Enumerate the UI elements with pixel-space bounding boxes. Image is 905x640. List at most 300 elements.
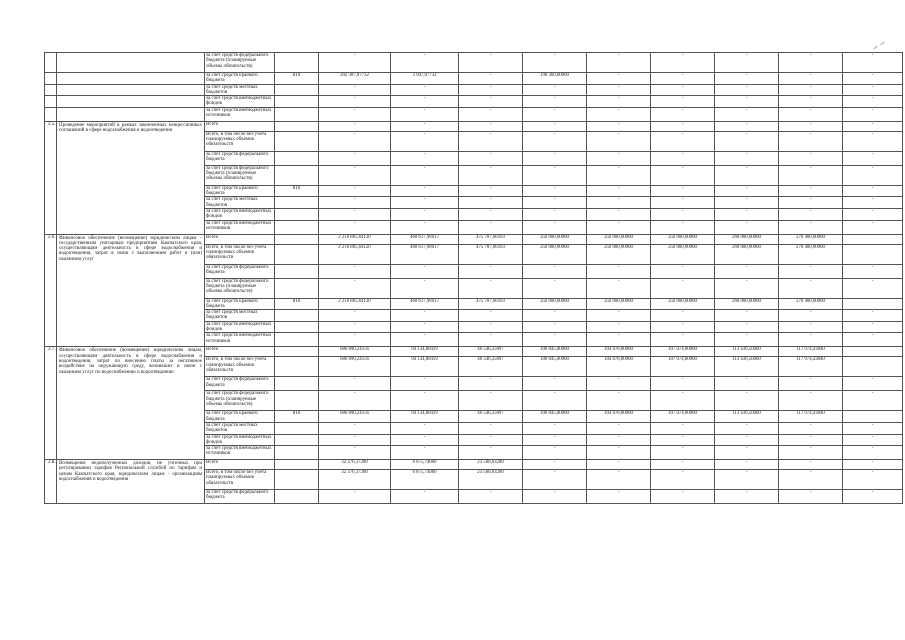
scan-mark [880, 42, 885, 46]
value-cell: - [651, 121, 715, 131]
value-cell: - [587, 460, 651, 470]
value-cell [843, 244, 903, 264]
program-funding-table [44, 52, 903, 504]
value-cell: - [651, 220, 715, 234]
table-row [45, 53, 903, 73]
value-cell: - [843, 151, 903, 165]
value-cell: 32 376,37200 [319, 470, 391, 490]
value-cell: 23 500,63200 [459, 470, 523, 490]
value-cell: - [459, 220, 523, 234]
source-label: Всего [205, 234, 275, 244]
value-cell: - [587, 53, 651, 73]
value-cell: - [843, 73, 903, 85]
table-row [45, 460, 903, 470]
value-cell: - [391, 391, 459, 411]
value-cell: - [587, 470, 651, 490]
value-cell: - [843, 470, 903, 490]
value-cell: - [715, 165, 779, 185]
value-cell: - [651, 185, 715, 197]
value-cell: - [459, 278, 523, 298]
value-cell: - [587, 107, 651, 121]
value-cell: - [391, 121, 459, 131]
source-label: за счет средств внебюджетных фондов [205, 321, 275, 333]
value-cell: 104 878,80000 [587, 347, 651, 357]
value-cell: - [459, 490, 523, 504]
value-cell: - [523, 377, 587, 391]
source-label: за счет средств внебюджетных фондов [205, 96, 275, 108]
value-cell: - [651, 460, 715, 470]
value-cell: 94 134,80419 [391, 411, 459, 423]
value-cell: - [391, 321, 459, 333]
value-cell: 2 216 805,64120 [319, 298, 391, 310]
value-cell: - [715, 310, 779, 322]
value-cell: - [391, 446, 459, 460]
value-cell: - [651, 208, 715, 220]
value-cell: - [523, 278, 587, 298]
value-cell: - [843, 391, 903, 411]
source-label: Всего, в том числе без учета планируемых объемов обязательств [205, 131, 275, 151]
value-cell: - [843, 490, 903, 504]
value-cell: - [391, 422, 459, 434]
value-cell: - [391, 310, 459, 322]
source-label: за счет средств внебюджетных источников [205, 333, 275, 347]
value-cell [843, 298, 903, 310]
value-cell: - [319, 96, 391, 108]
source-label: за счет средств местных бюджетов [205, 422, 275, 434]
value-cell: 475 787,66103 [459, 234, 523, 244]
activity-name: Финансовое обеспечение (возмещение) юридическим лицам, осуществляющим деятельность в сфере водоснабжения и водоотведения, затрат по внесению платы за негативное воздействие на окружающую среду, возникших в связи с оказанием услуг по водоснабжению и водоотведению [57, 347, 205, 460]
value-cell: - [587, 391, 651, 411]
value-cell: 108 845,00000 [523, 347, 587, 357]
source-label: за счет средств внебюджетных источников [205, 107, 275, 121]
value-cell: - [843, 208, 903, 220]
value-cell: - [651, 53, 715, 73]
value-cell: - [651, 422, 715, 434]
value-cell: - [779, 321, 843, 333]
value-cell: - [391, 197, 459, 209]
value-cell: - [843, 310, 903, 322]
value-cell: - [715, 84, 779, 96]
value-cell: - [715, 131, 779, 151]
value-cell: - [587, 264, 651, 278]
value-cell: - [651, 197, 715, 209]
value-cell: - [651, 490, 715, 504]
value-cell: 686 890,24156 [319, 357, 391, 377]
source-label: за счет средств внебюджетных источников [205, 446, 275, 460]
value-cell: - [843, 185, 903, 197]
row-number: 2.6. [45, 234, 57, 347]
value-cell: - [651, 391, 715, 411]
source-label: за счет средств федерального бюджета (планируемые объемы обязательств) [205, 278, 275, 298]
value-cell: - [523, 446, 587, 460]
value-cell: 250 000,00000 [523, 298, 587, 310]
source-label: за счет средств федерального бюджета (планируемые объемы обязательств) [205, 391, 275, 411]
value-cell: - [391, 185, 459, 197]
value-cell: - [523, 107, 587, 121]
value-cell: - [779, 197, 843, 209]
value-cell: - [459, 321, 523, 333]
value-cell: - [319, 220, 391, 234]
value-cell: - [523, 96, 587, 108]
value-cell: - [523, 422, 587, 434]
value-cell: - [715, 197, 779, 209]
value-cell: - [715, 121, 779, 131]
value-cell: - [391, 84, 459, 96]
source-label: за счет средств местных бюджетов [205, 84, 275, 96]
value-cell: - [843, 197, 903, 209]
value-cell: 250 000,00000 [587, 298, 651, 310]
value-cell: 46 546,25897 [459, 357, 523, 377]
value-cell: - [391, 333, 459, 347]
value-cell: - [843, 333, 903, 347]
value-cell: - [319, 422, 391, 434]
value-cell: 202 307,87732 [319, 73, 391, 85]
value-cell: 250 000,00000 [587, 234, 651, 244]
value-cell: 260 000,00000 [715, 298, 779, 310]
value-cell: - [459, 53, 523, 73]
value-cell: - [319, 197, 391, 209]
value-cell: 108 845,00000 [523, 357, 587, 377]
value-cell: - [843, 107, 903, 121]
value-cell: - [651, 310, 715, 322]
value-cell: - [459, 185, 523, 197]
source-label: за счет средств местных бюджетов [205, 310, 275, 322]
source-label: Всего [205, 121, 275, 131]
value-cell: - [587, 84, 651, 96]
value-cell: - [779, 107, 843, 121]
value-cell: 198 360,00000 [523, 73, 587, 85]
value-cell: - [651, 96, 715, 108]
value-cell: - [459, 84, 523, 96]
scan-mark [873, 46, 878, 50]
code-cell: 810 [275, 73, 319, 85]
source-label: за счет средств федерального бюджета (планируемые объемы обязательств) [205, 165, 275, 185]
activity-name: Финансовое обеспечение (возмещение) юридическим лицам – государственным унитарным предприятиям Камчатского края, осуществляющим деятельность в сфере водоснабжения и водоотведения, затрат в связи с выполнением работ и (или) оказанием услуг [57, 234, 205, 347]
value-cell: - [587, 278, 651, 298]
value-cell: 270 400,00000 [779, 244, 843, 264]
value-cell: - [779, 333, 843, 347]
source-label: за счет средств местных бюджетов [205, 197, 275, 209]
value-cell: - [779, 220, 843, 234]
table-row [45, 121, 903, 131]
value-cell: - [843, 220, 903, 234]
value-cell: - [587, 333, 651, 347]
value-cell: 117 974,43840 [779, 347, 843, 357]
value-cell: 250 000,00000 [651, 298, 715, 310]
value-cell: - [715, 278, 779, 298]
value-cell: - [319, 333, 391, 347]
source-label: за счет средств федерального бюджета [205, 151, 275, 165]
value-cell: 94 134,80419 [391, 347, 459, 357]
value-cell: 686 890,24156 [319, 411, 391, 423]
value-cell: - [651, 165, 715, 185]
row-number: 2.8. [45, 460, 57, 504]
value-cell: 460 617,98017 [391, 244, 459, 264]
value-cell: - [319, 107, 391, 121]
value-cell: - [587, 377, 651, 391]
value-cell: - [651, 131, 715, 151]
value-cell: - [523, 310, 587, 322]
value-cell: - [779, 434, 843, 446]
value-cell: - [843, 121, 903, 131]
value-cell: - [715, 208, 779, 220]
value-cell: - [523, 185, 587, 197]
value-cell: - [391, 377, 459, 391]
value-cell: - [459, 422, 523, 434]
value-cell: - [523, 121, 587, 131]
value-cell: - [523, 264, 587, 278]
source-label: за счет средств федерального бюджета [205, 377, 275, 391]
value-cell: - [391, 53, 459, 73]
value-cell: - [523, 490, 587, 504]
value-cell: - [651, 434, 715, 446]
value-cell: - [587, 73, 651, 85]
value-cell: - [391, 490, 459, 504]
activity-name: Возмещение недополученных доходов, не учтенных при регулировании тарифов Региональной службой по тарифам и ценам Камчатского края, юридическим лицам - организациям водоснабжения и водоотведения [57, 460, 205, 504]
value-cell: - [523, 321, 587, 333]
value-cell: - [715, 377, 779, 391]
value-cell: - [391, 151, 459, 165]
value-cell: - [319, 434, 391, 446]
source-label: за счет средств федерального бюджета (планируемые объемы обязательств) [205, 53, 275, 73]
value-cell: - [715, 490, 779, 504]
value-cell: - [319, 391, 391, 411]
value-cell: - [651, 470, 715, 490]
value-cell: - [779, 460, 843, 470]
value-cell: - [319, 310, 391, 322]
value-cell: - [779, 391, 843, 411]
code-cell: 810 [275, 185, 319, 197]
value-cell: - [319, 208, 391, 220]
value-cell: - [715, 446, 779, 460]
value-cell: - [715, 321, 779, 333]
value-cell: 250 000,00000 [651, 234, 715, 244]
value-cell: - [523, 220, 587, 234]
value-cell: 46 546,25897 [459, 411, 523, 423]
source-label: за счет средств федерального бюджета [205, 264, 275, 278]
value-cell: - [651, 446, 715, 460]
source-label: Всего [205, 347, 275, 357]
value-cell: - [587, 310, 651, 322]
value-cell: 460 617,98017 [391, 234, 459, 244]
value-cell: - [587, 185, 651, 197]
value-cell: - [843, 84, 903, 96]
value-cell: - [779, 165, 843, 185]
table-row [45, 84, 903, 96]
value-cell: 104 878,80000 [587, 357, 651, 377]
value-cell: 117 974,43840 [779, 411, 843, 423]
value-cell: 2 216 805,64120 [319, 234, 391, 244]
value-cell: - [459, 151, 523, 165]
value-cell: 260 000,00000 [715, 234, 779, 244]
value-cell: - [319, 53, 391, 73]
value-cell: 475 787,66103 [459, 244, 523, 264]
value-cell: 475 787,66103 [459, 298, 523, 310]
value-cell: - [587, 220, 651, 234]
value-cell: - [523, 84, 587, 96]
value-cell: - [459, 310, 523, 322]
value-cell: - [651, 264, 715, 278]
value-cell: - [319, 278, 391, 298]
value-cell: - [843, 422, 903, 434]
value-cell: 46 546,25897 [459, 347, 523, 357]
value-cell: - [459, 96, 523, 108]
value-cell: - [843, 446, 903, 460]
value-cell: - [391, 434, 459, 446]
value-cell: 23 500,63200 [459, 460, 523, 470]
value-cell: - [715, 422, 779, 434]
value-cell: - [587, 151, 651, 165]
value-cell: 104 878,80000 [587, 411, 651, 423]
value-cell: 250 000,00000 [523, 244, 587, 264]
value-cell: - [843, 96, 903, 108]
source-label: Всего, в том числе без учета планируемых объемов обязательств [205, 357, 275, 377]
value-cell: - [779, 490, 843, 504]
value-cell: 113 436,56000 [715, 357, 779, 377]
value-cell: 113 436,56000 [715, 347, 779, 357]
value-cell: - [843, 264, 903, 278]
table-row [45, 347, 903, 357]
value-cell [843, 347, 903, 357]
value-cell: - [459, 434, 523, 446]
value-cell: - [523, 434, 587, 446]
value-cell: - [459, 197, 523, 209]
value-cell: 2 216 805,64120 [319, 244, 391, 264]
table-row [45, 107, 903, 121]
value-cell: - [779, 151, 843, 165]
value-cell: - [843, 131, 903, 151]
source-label: Всего, в том числе без учета планируемых объемов обязательств [205, 470, 275, 490]
value-cell: 8 875,74000 [391, 470, 459, 490]
value-cell: - [715, 333, 779, 347]
value-cell: - [651, 333, 715, 347]
value-cell: - [587, 121, 651, 131]
value-cell: 32 376,37200 [319, 460, 391, 470]
value-cell: - [391, 96, 459, 108]
value-cell: - [459, 73, 523, 85]
value-cell: - [391, 220, 459, 234]
value-cell: - [459, 121, 523, 131]
source-label: за счет средств краевого бюджета [205, 185, 275, 197]
code-cell: 810 [275, 411, 319, 423]
value-cell: - [391, 107, 459, 121]
value-cell: - [779, 470, 843, 490]
value-cell: - [651, 84, 715, 96]
row-number: 2.7. [45, 347, 57, 460]
value-cell: - [651, 73, 715, 85]
value-cell: - [319, 121, 391, 131]
value-cell: - [843, 321, 903, 333]
source-label: за счет средств внебюджетных источников [205, 220, 275, 234]
value-cell: - [459, 165, 523, 185]
value-cell: - [587, 446, 651, 460]
value-cell: - [587, 422, 651, 434]
value-cell: - [319, 131, 391, 151]
row-number: 2.5. [45, 121, 57, 234]
value-cell: - [391, 278, 459, 298]
value-cell: - [651, 321, 715, 333]
value-cell: - [523, 391, 587, 411]
value-cell: - [459, 208, 523, 220]
value-cell: - [779, 121, 843, 131]
value-cell: 8 875,74000 [391, 460, 459, 470]
value-cell: - [459, 333, 523, 347]
value-cell: - [715, 73, 779, 85]
value-cell: - [459, 446, 523, 460]
value-cell: 3 947,87732 [391, 73, 459, 85]
source-label: за счет средств краевого бюджета [205, 411, 275, 423]
value-cell: - [523, 470, 587, 490]
value-cell: - [651, 107, 715, 121]
value-cell: - [843, 377, 903, 391]
source-label: за счет средств внебюджетных фондов [205, 434, 275, 446]
value-cell: - [319, 446, 391, 460]
value-cell [843, 357, 903, 377]
value-cell [843, 234, 903, 244]
budget-table-sheet [44, 52, 874, 640]
source-label: за счет средств федерального бюджета [205, 490, 275, 504]
value-cell: - [587, 321, 651, 333]
value-cell: - [779, 264, 843, 278]
source-label: Всего, в том числе без учета планируемых объемов обязательств [205, 244, 275, 264]
source-label: за счет средств краевого бюджета [205, 73, 275, 85]
value-cell: - [587, 490, 651, 504]
value-cell: - [587, 165, 651, 185]
value-cell: - [843, 460, 903, 470]
source-label: Всего [205, 460, 275, 470]
value-cell: - [715, 391, 779, 411]
value-cell: - [319, 264, 391, 278]
value-cell: - [587, 434, 651, 446]
value-cell [843, 411, 903, 423]
value-cell: - [715, 264, 779, 278]
value-cell: - [779, 53, 843, 73]
value-cell: - [779, 131, 843, 151]
value-cell: - [651, 278, 715, 298]
value-cell: - [715, 151, 779, 165]
value-cell: - [523, 131, 587, 151]
source-label: за счет средств краевого бюджета [205, 298, 275, 310]
value-cell: - [779, 310, 843, 322]
value-cell: - [779, 73, 843, 85]
value-cell: - [651, 377, 715, 391]
value-cell: - [459, 107, 523, 121]
value-cell: - [779, 446, 843, 460]
value-cell: 260 000,00000 [715, 244, 779, 264]
value-cell: - [715, 107, 779, 121]
value-cell: - [779, 208, 843, 220]
activity-name: Проведение мероприятий в рамках законченных концессионных соглашений в сфере водоснабжения и водоотведения [57, 121, 205, 234]
table-row [45, 96, 903, 108]
value-cell: - [391, 131, 459, 151]
value-cell: - [715, 96, 779, 108]
value-cell: - [523, 333, 587, 347]
code-cell: 810 [275, 298, 319, 310]
value-cell: - [523, 460, 587, 470]
value-cell: 108 845,00000 [523, 411, 587, 423]
value-cell: - [319, 377, 391, 391]
value-cell: - [523, 151, 587, 165]
value-cell: - [587, 96, 651, 108]
value-cell: - [843, 278, 903, 298]
value-cell: - [319, 84, 391, 96]
value-cell: - [843, 165, 903, 185]
table-row [45, 73, 903, 85]
value-cell: - [523, 165, 587, 185]
value-cell: - [319, 185, 391, 197]
value-cell: - [779, 278, 843, 298]
value-cell: - [715, 53, 779, 73]
